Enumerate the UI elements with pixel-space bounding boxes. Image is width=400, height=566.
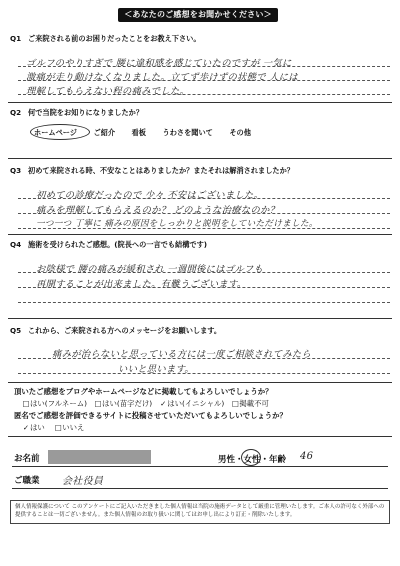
q2-number: Q2 xyxy=(10,108,22,117)
section-divider xyxy=(8,234,392,235)
job-label: ご職業 xyxy=(14,476,40,486)
consent-option-yes[interactable]: はい xyxy=(30,423,45,432)
q1-number: Q1 xyxy=(10,34,22,43)
privacy-notice-text: 個人情報保護について このアンケートにご記入いただきました個人情報は当院の施術データとして厳重に管理いたします。ご本人の許可なく外部への提供することは一切ございません。また個人情報のお取り扱いに関してはお申し出により訂正・削除いたします。 xyxy=(15,504,385,518)
q2-option-word-of-mouth[interactable]: うわさを聞いて xyxy=(162,128,213,137)
privacy-notice xyxy=(10,500,390,524)
q2-option-homepage[interactable]: ホームページ xyxy=(34,128,77,137)
section-divider xyxy=(8,318,392,319)
checkmark-icon[interactable]: ✓ xyxy=(22,423,30,432)
checkbox-icon[interactable]: □ xyxy=(231,399,239,408)
q3-question: 初めて来院される時、不安なことはありましたか？またそれは解消されましたか？ xyxy=(28,166,294,175)
consent-option-not-allowed[interactable]: 掲載不可 xyxy=(239,399,269,408)
q1-answer-line: 激痛が走り動けなくなりました。立てず歩けずの状態で 人には xyxy=(26,72,298,83)
checkbox-icon[interactable]: □ xyxy=(54,423,62,432)
section-divider xyxy=(8,436,392,437)
survey-title: ＜あなたのご感想をお聞かせください＞ xyxy=(118,8,278,22)
checkmark-icon[interactable]: ✓ xyxy=(160,399,167,408)
consent-question-1: 頂いたご感想をブログやホームページなどに掲載してもよろしいでしょうか？ xyxy=(14,387,273,396)
name-row-underline xyxy=(12,466,388,467)
consent-option-no[interactable]: いいえ xyxy=(62,423,85,432)
q4-answer-line: お陰様で 腰の痛みが緩和され 一週間後にはゴルフも xyxy=(36,264,264,275)
q5-rule-2 xyxy=(18,373,390,374)
consent-option-fullname[interactable]: はい(フルネーム) xyxy=(30,399,87,408)
consent-options-2 xyxy=(22,422,84,433)
q4-question: 施術を受けられたご感想。(院長への一言でも結構です) xyxy=(28,240,208,249)
q1-answer-line: ゴルフのやりすぎで 腰に違和感を感じていたのですが 一気に xyxy=(26,58,292,69)
section-divider xyxy=(8,382,392,383)
section-divider xyxy=(8,158,392,159)
q5-question: これから、ご来院される方へのメッセージをお願いします。 xyxy=(28,326,222,335)
consent-question-2: 匿名でご感想を評価できるサイトに投稿させていただいてもよろしいでしょうか？ xyxy=(14,411,287,420)
job-row-underline xyxy=(12,488,388,489)
consent-options-1 xyxy=(22,398,269,409)
selected-gender-circle xyxy=(241,449,261,466)
consent-option-initials[interactable]: はい(イニシャル) xyxy=(167,399,225,408)
checkbox-icon[interactable]: □ xyxy=(22,399,30,408)
q3-answer-line: 痛みを理解してもらえるのか？ どのような治療なのか？ xyxy=(36,205,280,216)
gender-age-label: 男性・女性・年齢 xyxy=(218,455,287,465)
age-value: 46 xyxy=(300,451,314,462)
q1-question: ご来院される前のお困りだったことをお教え下さい。 xyxy=(28,34,201,43)
q2-option-signboard[interactable]: 看板 xyxy=(131,128,146,137)
name-label: お名前 xyxy=(14,454,40,464)
q5-heading xyxy=(10,326,221,336)
selected-option-circle xyxy=(30,124,90,140)
q3-heading xyxy=(10,166,294,176)
consent-option-surname[interactable]: はい(苗字だけ) xyxy=(102,399,153,408)
q4-heading xyxy=(10,240,207,250)
q1-heading xyxy=(10,34,201,44)
name-redaction xyxy=(48,450,151,464)
q2-heading xyxy=(10,108,143,118)
q4-rule-3 xyxy=(18,302,390,303)
q1-answer-line: 理解してもらえない程の痛みでした。 xyxy=(26,86,190,97)
section-divider xyxy=(8,102,392,103)
q4-number: Q4 xyxy=(10,240,22,249)
q5-number: Q5 xyxy=(10,326,22,335)
q3-number: Q3 xyxy=(10,166,22,175)
q2-question: 何で当院をお知りになりましたか？ xyxy=(28,108,144,117)
q2-option-other[interactable]: その他 xyxy=(229,128,251,137)
checkbox-icon[interactable]: □ xyxy=(94,399,102,408)
q4-answer-line: 再開することが出来ました。有難うございます。 xyxy=(36,279,247,290)
q5-answer-line: いいと思います。 xyxy=(118,364,195,375)
q2-option-referral[interactable]: ご紹介 xyxy=(93,128,116,137)
job-value: 会社役員 xyxy=(62,476,104,487)
q3-answer-line: 一つ一つ 丁寧に 痛みの原因をしっかりと説明をしていただけました。 xyxy=(36,219,318,229)
q3-answer-line: 初めての診療だったので 少々 不安はございました。 xyxy=(36,190,264,201)
q5-answer-line: 痛みが治らないと思っている方には一度ご相談されてみたら xyxy=(52,349,312,360)
